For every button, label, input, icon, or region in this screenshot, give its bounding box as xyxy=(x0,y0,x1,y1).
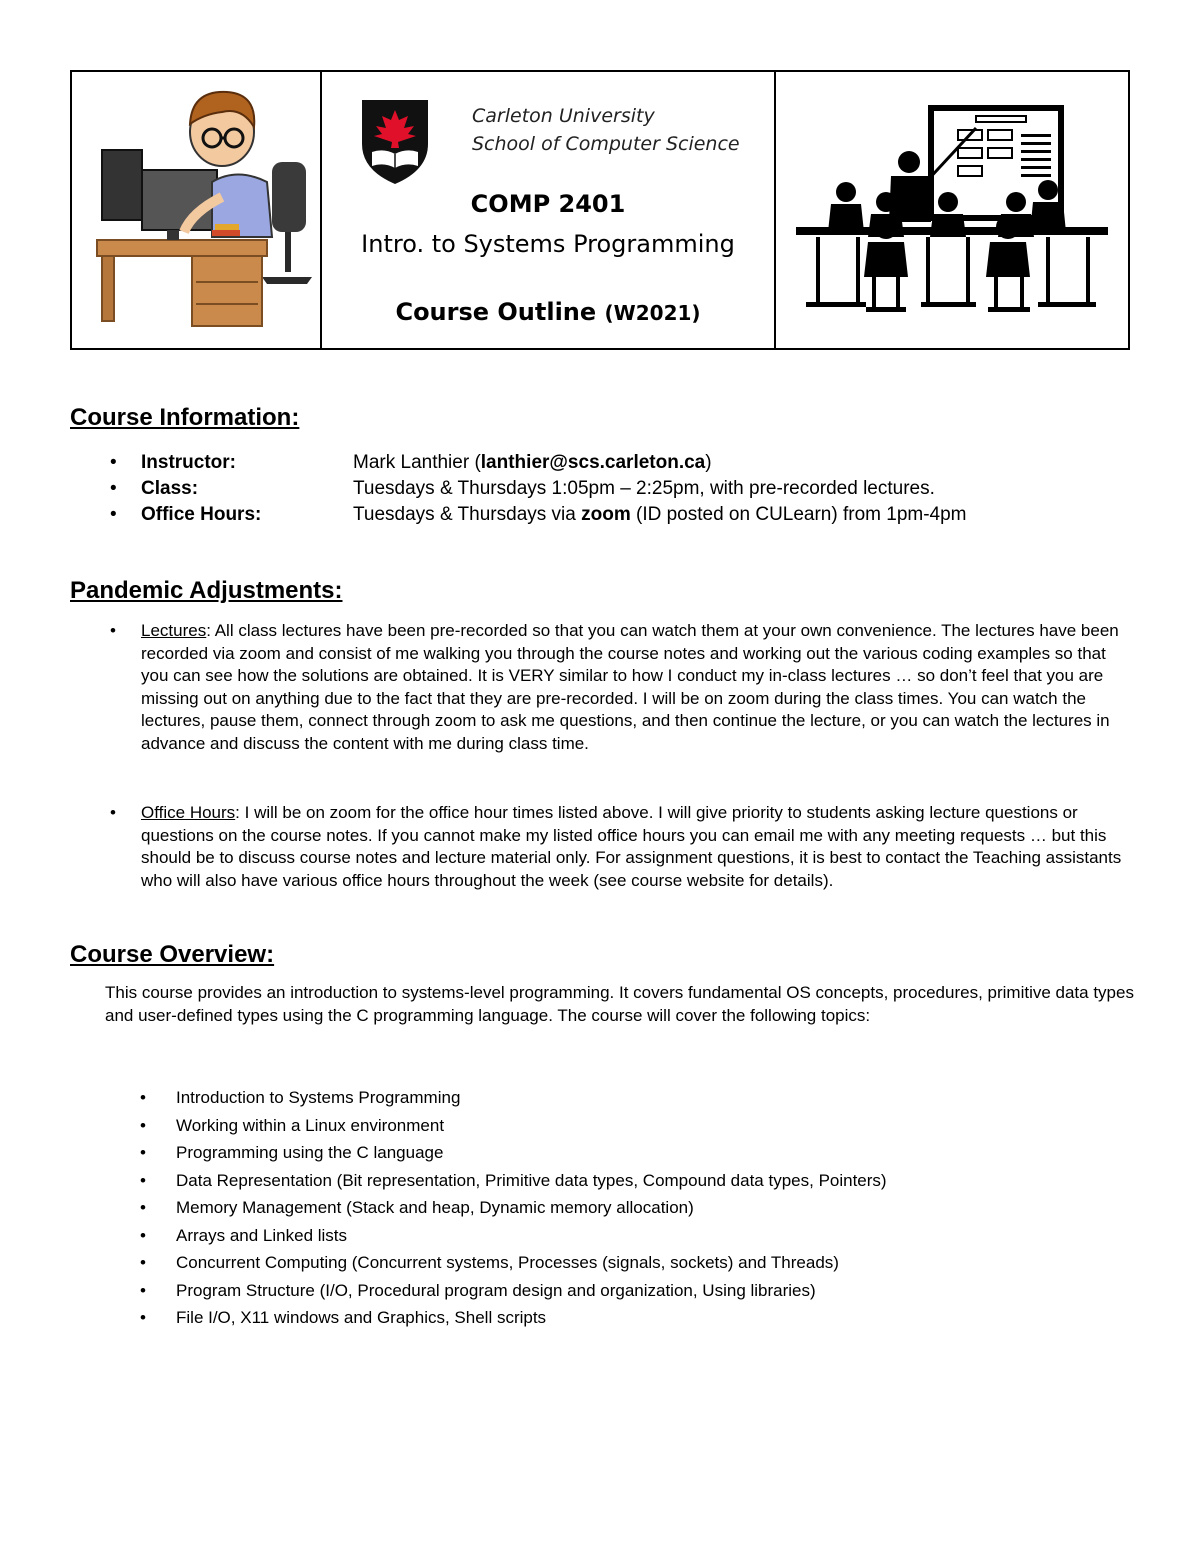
university-name-block xyxy=(472,102,740,158)
lectures-paragraph xyxy=(141,620,1135,756)
classroom-illustration-cell xyxy=(776,72,1128,348)
carleton-shield-logo xyxy=(358,96,432,186)
list-item xyxy=(140,1139,887,1167)
topic-text: Memory Management (Stack and heap, Dynamic memory allocation) xyxy=(176,1198,694,1217)
classroom-lecture-icon xyxy=(776,72,1128,348)
topic-text: Arrays and Linked lists xyxy=(176,1225,348,1245)
bullet: • xyxy=(110,452,117,473)
info-value xyxy=(353,502,967,528)
list-item xyxy=(140,1277,887,1305)
topic-text: Working within a Linux environment xyxy=(176,1115,445,1135)
bullet: • xyxy=(110,478,117,499)
bullet: • xyxy=(110,504,117,525)
programmer-at-desk-illustration xyxy=(72,72,318,348)
bullet: • xyxy=(140,1225,146,1245)
info-value-text: Tuesdays & Thursdays via xyxy=(353,504,582,525)
instructor-email: lanthier@scs.carleton.ca xyxy=(480,452,706,473)
bullet: • xyxy=(110,621,116,640)
bullet: • xyxy=(140,1170,146,1190)
lectures-label: Lectures xyxy=(141,621,207,640)
course-code: COMP 2401 xyxy=(470,190,626,218)
list-item xyxy=(140,1249,887,1277)
topic-text: Data Representation (Bit representation, Primitive data types, Compound data types, Pointers) xyxy=(176,1170,887,1190)
bullet: • xyxy=(140,1280,146,1300)
info-value-text: Mark Lanthier ( xyxy=(353,452,481,473)
info-value xyxy=(353,450,712,476)
overview-intro: This course provides an introduction to systems-level programming. It covers fundamental OS concepts, procedures, primitive data types and user-defined types using the C programming language. The course will cover the following topics: xyxy=(105,983,1134,1025)
zoom-keyword: zoom xyxy=(581,504,631,525)
info-row-class xyxy=(110,476,967,502)
outline-label: Course Outline xyxy=(395,298,597,326)
bullet: • xyxy=(140,1308,146,1327)
list-item xyxy=(140,1167,887,1195)
info-value-text: ) xyxy=(705,452,712,473)
info-value: Tuesdays & Thursdays 1:05pm – 2:25pm, with pre-recorded lectures. xyxy=(353,478,935,499)
list-item xyxy=(140,1194,887,1222)
course-title: Intro. to Systems Programming xyxy=(361,230,735,258)
programmer-illustration-cell xyxy=(72,72,322,348)
topic-text: Introduction to Systems Programming xyxy=(176,1088,461,1107)
office-hours-text: : I will be on zoom for the office hour times listed above. I will give priority to students asking lecture questions or questions on the course notes. If you cannot make my listed office hours you can email me with any meeting requests … but this should be to discuss course notes and lecture material only. For assignment questions, it is best to contact the Teaching assistants who will also have various office hours throughout the week (see course website for details). xyxy=(141,803,1122,890)
topics-list xyxy=(140,1084,887,1332)
pandemic-item-office-hours xyxy=(110,802,1135,892)
topic-text: Program Structure (I/O, Procedural program design and organization, Using libraries) xyxy=(176,1280,816,1300)
bullet: • xyxy=(140,1088,146,1107)
topic-text: Programming using the C language xyxy=(176,1143,444,1162)
header-table xyxy=(70,70,1130,350)
school-name: School of Computer Science xyxy=(472,133,740,155)
topic-text: Concurrent Computing (Concurrent systems, Processes (signals, sockets) and Threads) xyxy=(176,1253,839,1272)
bullet: • xyxy=(140,1143,146,1162)
pandemic-item-lectures xyxy=(110,620,1135,756)
office-hours-label: Office Hours xyxy=(141,803,236,822)
university-name: Carleton University xyxy=(472,105,655,127)
course-outline-title xyxy=(322,298,774,326)
info-label: Instructor: xyxy=(141,452,236,473)
info-row-instructor xyxy=(110,450,967,476)
list-item xyxy=(140,1112,887,1140)
office-hours-paragraph xyxy=(141,802,1135,892)
list-item xyxy=(140,1084,887,1112)
course-information-heading: Course Information: xyxy=(70,404,300,431)
bullet: • xyxy=(140,1198,146,1217)
bullet: • xyxy=(140,1253,146,1272)
term-label: (W2021) xyxy=(604,301,701,325)
lectures-text: : All class lectures have been pre-recorded so that you can watch them at your own convenience. The lectures have been recorded via zoom and consist of me walking you through the course notes and working out the various coding examples so that you can see how the solutions are obtained. It is VERY similar to how I conduct my in-class lectures … so don’t feel that you are missing out on anything due to the fact that they are pre-recorded. I will be on zoom during the class times. You can watch the lectures, pause them, connect through zoom to ask me questions, and then continue the lecture, or you can watch the lectures in advance and discuss the content with me during class time. xyxy=(141,621,1119,753)
topic-text: File I/O, X11 windows and Graphics, Shell scripts xyxy=(176,1308,547,1327)
list-item xyxy=(140,1304,887,1332)
course-overview-heading: Course Overview: xyxy=(70,941,275,968)
info-label: Office Hours: xyxy=(141,504,262,525)
info-row-office-hours xyxy=(110,502,967,528)
course-information-list xyxy=(110,450,967,528)
pandemic-adjustments-heading: Pandemic Adjustments: xyxy=(70,577,343,604)
info-label: Class: xyxy=(141,478,199,499)
list-item xyxy=(140,1222,887,1250)
course-title-cell xyxy=(322,72,776,348)
bullet: • xyxy=(140,1115,146,1135)
info-value-text: (ID posted on CULearn) from 1pm-4pm xyxy=(630,504,967,525)
bullet: • xyxy=(110,803,116,822)
